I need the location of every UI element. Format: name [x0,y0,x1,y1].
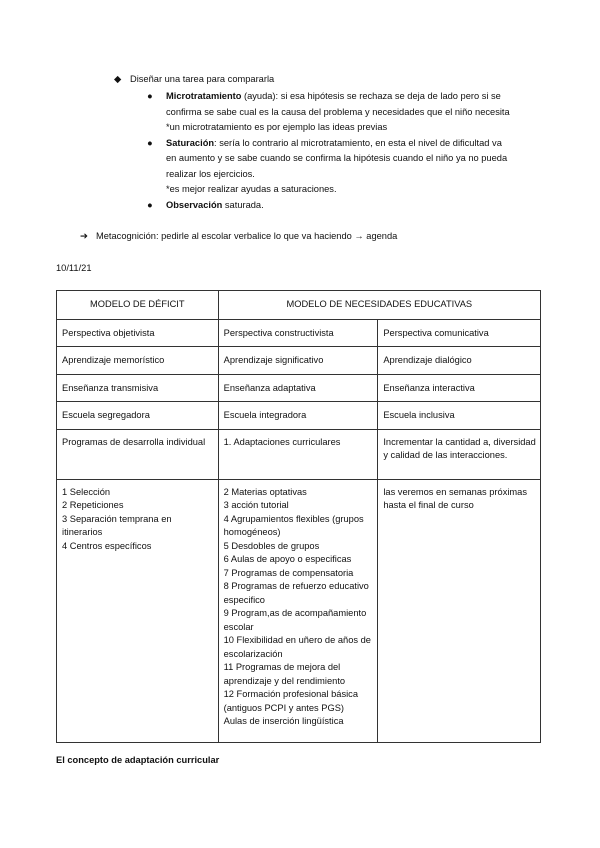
dot-bullet-icon: ● [147,200,153,210]
cell: Enseñanza transmisiva [57,374,219,402]
bullet-main: Diseñar una tarea para compararla [130,74,275,84]
date: 10/11/21 [56,263,92,273]
metacognicion-item: Metacognición: pedirle al escolar verbalice lo que va haciendo → agenda [96,231,398,241]
term: Observación [166,200,223,210]
table-header-row [57,291,541,320]
list-item: 3 Separación temprana en itinerarios [62,513,172,537]
header-deficit: MODELO DE DÉFICIT [57,291,219,320]
arrow-bullet-icon: ➔ [80,231,88,241]
text: saturada. [222,200,264,210]
list-item: 8 Programas de refuerzo educativo especifico [223,581,369,605]
cell: Perspectiva objetivista [57,319,219,347]
cell-list [378,479,541,742]
list-item: 6 Aulas de apoyo o especificas [223,554,352,564]
list-item: 1 Selección [62,486,111,497]
text-line: *un microtratamiento es por ejemplo las ideas previas [166,122,388,132]
list-item: 11 Programas de mejora del aprendizaje y del rendimiento [223,662,346,686]
list-item: 7 Programas de compensatoria [223,567,354,578]
list-item: Aulas de inserción lingüística [223,716,344,726]
term: Saturación [166,138,215,148]
table-row [57,402,541,430]
list-item: 9 Program,as de acompañamiento escolar [223,608,367,632]
cell: Escuela inclusiva [378,402,541,430]
list-item: las veremos en semanas próximas hasta el final de curso [383,486,527,510]
list-item: 12 Formación profesional básica (antiguos PCPI y antes PGS) [223,689,358,713]
list-item: 4 Agrupamientos flexibles (grupos homogéneos) [223,513,364,537]
table-row [57,347,541,375]
bullet-microtratamiento [166,90,501,102]
table-row [57,374,541,402]
cell: Perspectiva constructivista [218,319,378,347]
list-item: 10 Flexibilidad en uñero de años de escolarización [223,635,371,659]
cell: Programas de desarrolla individual [57,429,219,479]
list-item: 5 Desdobles de grupos [223,540,320,551]
comparison-table [56,290,541,743]
list-item: 2 Repeticiones [62,500,124,510]
list-item: 4 Centros específicos [62,540,152,551]
cell: Perspectiva comunicativa [378,319,541,347]
dot-bullet-icon: ● [147,91,153,101]
bullet-saturacion [166,137,502,149]
text-line: realizar los ejercicios. [166,169,255,179]
text: : sería lo contrario al microtratamiento, en esta el nivel de dificultad va [214,138,502,148]
cell: Incrementar la cantidad a, diversidad y calidad de las interacciones. [378,429,541,479]
text: (ayuda): si esa hipótesis se rechaza se deja de lado pero si se [241,91,501,101]
table-row [57,319,541,347]
text-line: confirma se sabe cual es la causa del problema y necesidades que el niño necesita [166,107,510,117]
term: Microtratamiento [166,91,242,101]
cell: Enseñanza interactiva [378,374,541,402]
cell: Enseñanza adaptativa [218,374,378,402]
table-row [57,429,541,479]
diamond-bullet-icon: ◆ [114,74,122,84]
cell: Escuela segregadora [57,402,219,430]
cell: Aprendizaje significativo [218,347,378,375]
text-line: *es mejor realizar ayudas a saturaciones. [166,184,337,194]
dot-bullet-icon: ● [147,138,153,148]
text-line: en aumento y se sabe cuando se confirma la hipótesis cuando el niño ya no pueda [166,153,508,163]
list-item: 3 acción tutorial [223,500,289,510]
list-item: 2 Materias optativas [223,486,307,497]
cell: Aprendizaje memorístico [57,347,219,375]
cell-list [218,479,378,742]
cell-list [57,479,219,742]
cell: Escuela integradora [218,402,378,430]
cell: 1. Adaptaciones curriculares [218,429,378,479]
bullet-observacion [166,199,264,211]
cell: Aprendizaje dialógico [378,347,541,375]
table-row [57,479,541,742]
header-necesidades: MODELO DE NECESIDADES EDUCATIVAS [218,291,540,320]
section-heading: El concepto de adaptación curricular [56,755,220,765]
